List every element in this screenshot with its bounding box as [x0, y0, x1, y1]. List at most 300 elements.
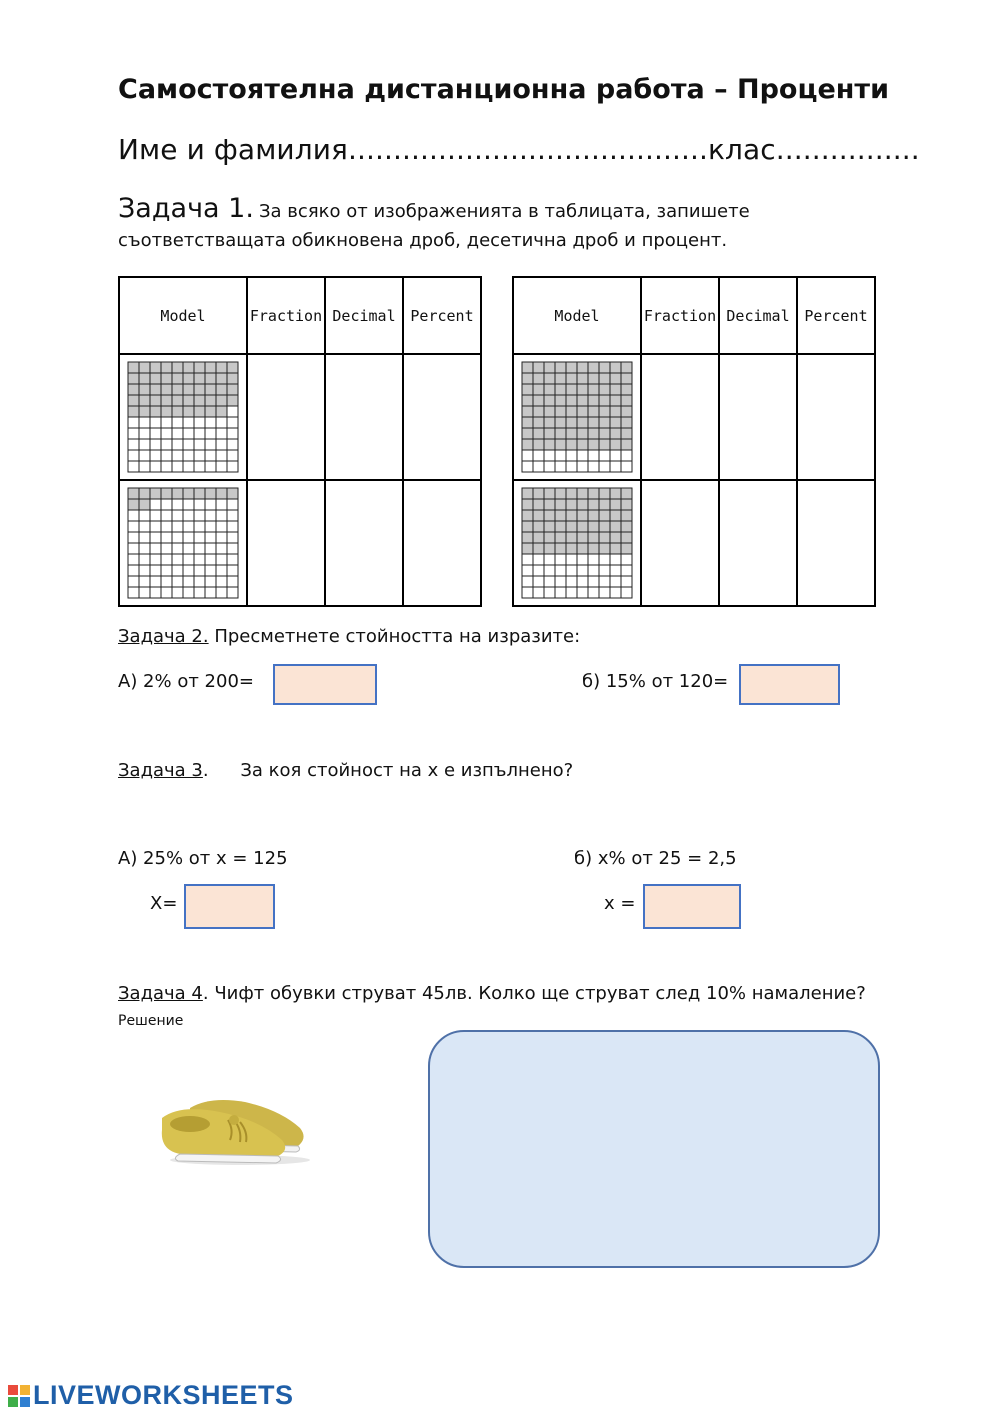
grid-cell: [610, 543, 621, 554]
grid-cell: [610, 554, 621, 565]
grid-cell: [216, 488, 227, 499]
grid-cell: [227, 384, 238, 395]
grid-cell: [588, 521, 599, 532]
grid-cell: [161, 488, 172, 499]
grid-cell: [577, 461, 588, 472]
grid-cell: [172, 554, 183, 565]
grid-cell: [150, 532, 161, 543]
header-fraction: Fraction: [247, 277, 325, 354]
grid-cell: [227, 461, 238, 472]
grid-cell: [194, 461, 205, 472]
grid-cell: [522, 428, 533, 439]
grid-cell: [205, 461, 216, 472]
percent-answer-cell[interactable]: [797, 354, 875, 480]
grid-cell: [566, 395, 577, 406]
model-cell: [119, 354, 247, 480]
grid-cell: [522, 450, 533, 461]
grid-cell: [588, 362, 599, 373]
grid-cell: [610, 587, 621, 598]
grid-cell: [599, 384, 610, 395]
grid-cell: [161, 554, 172, 565]
grid-cell: [544, 543, 555, 554]
grid-cell: [610, 576, 621, 587]
grid-cell: [172, 428, 183, 439]
grid-cell: [216, 395, 227, 406]
task4-text: . Чифт обувки струват 45лв. Колко ще струват след 10% намаление?: [202, 983, 866, 1004]
grid-cell: [599, 532, 610, 543]
grid-cell: [128, 406, 139, 417]
grid-cell: [216, 384, 227, 395]
grid-cell: [205, 450, 216, 461]
brand-name: LIVEWORKSHEETS: [33, 1380, 294, 1410]
grid-cell: [139, 499, 150, 510]
grid-cell: [621, 373, 632, 384]
grid-cell: [150, 554, 161, 565]
grid-cell: [139, 576, 150, 587]
grid-cell: [566, 450, 577, 461]
grid-cell: [227, 521, 238, 532]
grid-cell: [150, 510, 161, 521]
fraction-answer-cell[interactable]: [247, 354, 325, 480]
grid-cell: [577, 543, 588, 554]
grid-cell: [183, 499, 194, 510]
grid-cell: [161, 532, 172, 543]
grid-cell: [161, 395, 172, 406]
grid-cell: [227, 587, 238, 598]
model-cell: [119, 480, 247, 606]
grid-cell: [227, 417, 238, 428]
grid-cell: [150, 450, 161, 461]
grid-cell: [161, 521, 172, 532]
grid-cell: [621, 554, 632, 565]
grid-cell: [610, 406, 621, 417]
grid-cell: [183, 395, 194, 406]
hundred-grid-model: [126, 360, 240, 474]
grid-cell: [533, 510, 544, 521]
grid-cell: [522, 521, 533, 532]
grid-cell: [599, 488, 610, 499]
grid-cell: [621, 450, 632, 461]
grid-cell: [621, 488, 632, 499]
grid-cell: [522, 373, 533, 384]
fraction-answer-cell[interactable]: [641, 354, 719, 480]
grid-cell: [172, 373, 183, 384]
grid-cell: [599, 587, 610, 598]
grid-cell: [205, 554, 216, 565]
task2-b-answer-input[interactable]: [739, 664, 840, 705]
grid-cell: [566, 406, 577, 417]
grid-cell: [183, 510, 194, 521]
grid-cell: [194, 532, 205, 543]
grid-cell: [533, 554, 544, 565]
task2-b-expression: б) 15% от 120=: [582, 671, 729, 692]
grid-cell: [128, 373, 139, 384]
grid-cell: [128, 461, 139, 472]
grid-cell: [533, 499, 544, 510]
grid-cell: [161, 428, 172, 439]
task3-a-equation: А) 25% от x = 125: [118, 848, 288, 869]
grid-cell: [150, 428, 161, 439]
grid-cell: [577, 373, 588, 384]
grid-cell: [227, 362, 238, 373]
grid-cell: [128, 362, 139, 373]
grid-cell: [183, 488, 194, 499]
grid-cell: [205, 428, 216, 439]
grid-cell: [227, 565, 238, 576]
grid-cell: [205, 395, 216, 406]
grid-cell: [139, 417, 150, 428]
grid-cell: [216, 406, 227, 417]
task3-a-answer-input[interactable]: [184, 884, 275, 929]
grid-cell: [621, 362, 632, 373]
grid-cell: [544, 554, 555, 565]
task3-b-answer-input[interactable]: [643, 884, 741, 929]
grid-cell: [172, 395, 183, 406]
grid-cell: [205, 521, 216, 532]
grid-cell: [566, 499, 577, 510]
grid-cell: [150, 384, 161, 395]
task1-heading: [118, 193, 918, 251]
grid-cell: [216, 554, 227, 565]
grid-cell: [599, 450, 610, 461]
grid-cell: [610, 461, 621, 472]
grid-cell: [522, 395, 533, 406]
percent-answer-cell[interactable]: [403, 480, 481, 606]
grid-cell: [555, 362, 566, 373]
grid-cell: [227, 439, 238, 450]
grid-cell: [194, 488, 205, 499]
task2-a-answer-input[interactable]: [273, 664, 377, 705]
grid-cell: [544, 521, 555, 532]
grid-cell: [588, 554, 599, 565]
grid-cell: [183, 554, 194, 565]
grid-cell: [588, 428, 599, 439]
grid-cell: [161, 406, 172, 417]
grid-cell: [205, 373, 216, 384]
grid-cell: [150, 395, 161, 406]
grid-cell: [216, 461, 227, 472]
grid-cell: [544, 417, 555, 428]
grid-cell: [128, 384, 139, 395]
grid-cell: [621, 532, 632, 543]
grid-cell: [227, 532, 238, 543]
grid-cell: [555, 488, 566, 499]
grid-cell: [566, 554, 577, 565]
hundred-grid-model: [126, 486, 240, 600]
grid-cell: [566, 417, 577, 428]
grid-cell: [610, 373, 621, 384]
grid-cell: [194, 439, 205, 450]
header-decimal: Decimal: [719, 277, 797, 354]
grid-cell: [610, 362, 621, 373]
grid-cell: [227, 543, 238, 554]
name-class-line: Име и фамилия........................................клас................: [118, 133, 920, 166]
grid-cell: [588, 461, 599, 472]
grid-cell: [205, 543, 216, 554]
grid-cell: [194, 587, 205, 598]
grid-cell: [150, 488, 161, 499]
decimal-answer-cell[interactable]: [719, 354, 797, 480]
task3-label: Задача 3: [118, 760, 203, 781]
grid-cell: [533, 384, 544, 395]
grid-cell: [621, 499, 632, 510]
grid-cell: [128, 395, 139, 406]
grid-cell: [227, 395, 238, 406]
grid-cell: [544, 362, 555, 373]
grid-cell: [566, 510, 577, 521]
grid-cell: [555, 428, 566, 439]
grid-cell: [205, 587, 216, 598]
grid-cell: [577, 532, 588, 543]
grid-cell: [161, 576, 172, 587]
grid-cell: [533, 373, 544, 384]
task3-text: За коя стойност на x е изпълнено?: [240, 760, 574, 781]
grid-cell: [588, 384, 599, 395]
grid-cell: [544, 499, 555, 510]
grid-cell: [599, 439, 610, 450]
grid-cell: [227, 488, 238, 499]
decimal-answer-cell[interactable]: [719, 480, 797, 606]
grid-cell: [216, 587, 227, 598]
grid-cell: [194, 428, 205, 439]
header-percent: Percent: [403, 277, 481, 354]
grid-cell: [566, 428, 577, 439]
grid-cell: [621, 439, 632, 450]
grid-cell: [555, 439, 566, 450]
grid-cell: [610, 488, 621, 499]
grid-cell: [161, 417, 172, 428]
grid-cell: [172, 543, 183, 554]
grid-cell: [544, 587, 555, 598]
grid-cell: [621, 521, 632, 532]
grid-cell: [599, 499, 610, 510]
grid-cell: [555, 510, 566, 521]
grid-cell: [599, 428, 610, 439]
grid-cell: [139, 439, 150, 450]
grid-cell: [183, 576, 194, 587]
grid-cell: [128, 543, 139, 554]
grid-cell: [194, 450, 205, 461]
percent-answer-cell[interactable]: [797, 480, 875, 606]
grid-cell: [139, 521, 150, 532]
grid-cell: [533, 395, 544, 406]
percent-answer-cell[interactable]: [403, 354, 481, 480]
grid-cell: [555, 417, 566, 428]
grid-cell: [150, 543, 161, 554]
grid-cell: [522, 587, 533, 598]
grid-cell: [139, 488, 150, 499]
grid-cell: [172, 510, 183, 521]
header-percent: Percent: [797, 277, 875, 354]
grid-cell: [555, 499, 566, 510]
grid-cell: [172, 362, 183, 373]
grid-cell: [522, 461, 533, 472]
grid-cell: [227, 428, 238, 439]
grid-cell: [139, 532, 150, 543]
grid-cell: [533, 428, 544, 439]
grid-cell: [150, 373, 161, 384]
grid-cell: [183, 373, 194, 384]
grid-cell: [216, 543, 227, 554]
grid-cell: [172, 532, 183, 543]
grid-cell: [205, 406, 216, 417]
grid-cell: [533, 521, 544, 532]
grid-cell: [139, 406, 150, 417]
grid-cell: [172, 488, 183, 499]
grid-cell: [205, 532, 216, 543]
solution-answer-area[interactable]: [428, 1030, 880, 1268]
grid-cell: [533, 488, 544, 499]
grid-cell: [139, 395, 150, 406]
grid-cell: [161, 439, 172, 450]
grid-cell: [172, 461, 183, 472]
grid-cell: [621, 565, 632, 576]
grid-cell: [227, 373, 238, 384]
grid-cell: [139, 554, 150, 565]
grid-cell: [172, 406, 183, 417]
grid-cell: [544, 565, 555, 576]
grid-cell: [599, 543, 610, 554]
grid-cell: [128, 428, 139, 439]
task4-label: Задача 4: [118, 983, 203, 1004]
grid-cell: [566, 543, 577, 554]
grid-cell: [139, 384, 150, 395]
grid-cell: [139, 373, 150, 384]
grid-cell: [610, 450, 621, 461]
grid-cell: [194, 576, 205, 587]
grid-cell: [533, 565, 544, 576]
grid-cell: [139, 587, 150, 598]
grid-cell: [544, 373, 555, 384]
grid-cell: [621, 395, 632, 406]
grid-cell: [128, 488, 139, 499]
grid-cell: [599, 373, 610, 384]
fraction-table-right: [512, 276, 876, 607]
grid-cell: [610, 428, 621, 439]
grid-cell: [216, 510, 227, 521]
grid-cell: [183, 565, 194, 576]
fraction-answer-cell[interactable]: [641, 480, 719, 606]
liveworksheets-logo: [8, 1380, 294, 1411]
grid-cell: [577, 362, 588, 373]
grid-cell: [577, 428, 588, 439]
grid-cell: [150, 461, 161, 472]
grid-cell: [227, 576, 238, 587]
grid-cell: [216, 576, 227, 587]
fraction-answer-cell[interactable]: [247, 480, 325, 606]
grid-cell: [150, 439, 161, 450]
grid-cell: [533, 532, 544, 543]
grid-cell: [183, 543, 194, 554]
grid-cell: [588, 488, 599, 499]
grid-cell: [610, 532, 621, 543]
grid-cell: [566, 384, 577, 395]
grid-cell: [555, 576, 566, 587]
grid-cell: [522, 543, 533, 554]
grid-cell: [588, 406, 599, 417]
grid-cell: [128, 417, 139, 428]
grid-cell: [161, 499, 172, 510]
grid-cell: [621, 543, 632, 554]
grid-cell: [139, 428, 150, 439]
grid-cell: [139, 362, 150, 373]
grid-cell: [577, 417, 588, 428]
grid-cell: [172, 439, 183, 450]
grid-cell: [533, 417, 544, 428]
grid-cell: [205, 510, 216, 521]
header-fraction: Fraction: [641, 277, 719, 354]
grid-cell: [216, 362, 227, 373]
model-cell: [513, 354, 641, 480]
grid-cell: [183, 384, 194, 395]
task1-text-a: За всяко от изображенията в таблицата, запишете: [259, 201, 750, 222]
grid-cell: [555, 554, 566, 565]
grid-cell: [577, 554, 588, 565]
page-title: Самостоятелна дистанционна работа – Проценти: [118, 74, 890, 105]
grid-cell: [544, 450, 555, 461]
grid-cell: [588, 510, 599, 521]
grid-cell: [172, 576, 183, 587]
grid-cell: [599, 417, 610, 428]
grid-cell: [566, 439, 577, 450]
task3-a-variable: X=: [150, 893, 178, 914]
grid-cell: [194, 373, 205, 384]
fraction-table-left: [118, 276, 482, 607]
grid-cell: [183, 461, 194, 472]
grid-cell: [577, 565, 588, 576]
grid-cell: [566, 532, 577, 543]
grid-cell: [150, 565, 161, 576]
grid-cell: [172, 587, 183, 598]
grid-cell: [205, 488, 216, 499]
grid-cell: [544, 439, 555, 450]
decimal-answer-cell[interactable]: [325, 480, 403, 606]
grid-cell: [128, 499, 139, 510]
grid-cell: [610, 510, 621, 521]
task2-heading: [118, 626, 580, 647]
grid-cell: [150, 362, 161, 373]
grid-cell: [150, 521, 161, 532]
grid-cell: [544, 428, 555, 439]
decimal-answer-cell[interactable]: [325, 354, 403, 480]
grid-cell: [194, 499, 205, 510]
grid-cell: [599, 576, 610, 587]
grid-cell: [216, 450, 227, 461]
grid-cell: [161, 565, 172, 576]
grid-cell: [227, 499, 238, 510]
grid-cell: [161, 362, 172, 373]
grid-cell: [588, 439, 599, 450]
grid-cell: [172, 384, 183, 395]
grid-cell: [577, 488, 588, 499]
grid-cell: [610, 565, 621, 576]
grid-cell: [172, 565, 183, 576]
grid-cell: [183, 450, 194, 461]
grid-cell: [588, 499, 599, 510]
grid-cell: [588, 373, 599, 384]
grid-cell: [621, 406, 632, 417]
grid-cell: [566, 488, 577, 499]
grid-cell: [205, 439, 216, 450]
grid-cell: [621, 576, 632, 587]
grid-cell: [522, 417, 533, 428]
grid-cell: [183, 428, 194, 439]
grid-cell: [183, 439, 194, 450]
grid-cell: [194, 362, 205, 373]
grid-cell: [216, 373, 227, 384]
grid-cell: [533, 362, 544, 373]
grid-cell: [216, 532, 227, 543]
